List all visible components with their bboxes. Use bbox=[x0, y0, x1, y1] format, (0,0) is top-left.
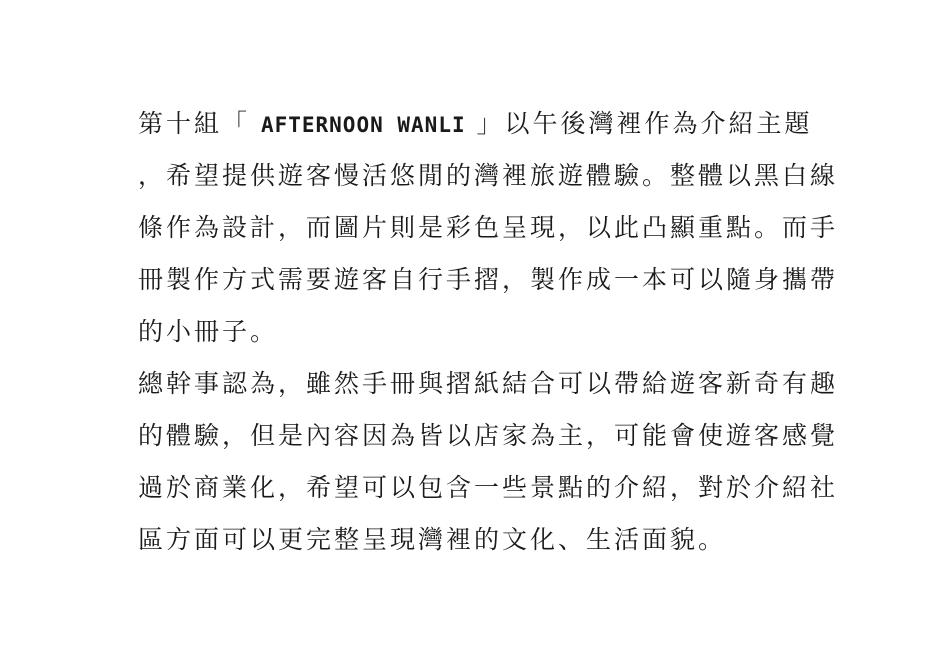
paragraph-2-line-3: 過於商業化，希望可以包含一些景點的介紹，對於介紹社 bbox=[138, 473, 839, 502]
line-text: 」以午後灣裡作為介紹主題 bbox=[465, 109, 813, 138]
line-text: 第十組「 bbox=[138, 109, 261, 138]
paragraph-2-line-1: 總幹事認為，雖然手冊與摺紙結合可以帶給遊客新奇有趣 bbox=[138, 369, 839, 398]
document-body bbox=[138, 102, 838, 570]
paragraph-2-line-4: 區方面可以更完整呈現灣裡的文化、生活面貌。 bbox=[138, 525, 727, 554]
paragraph-1-line-5: 的小冊子。 bbox=[138, 317, 279, 346]
paragraph-1-line-1 bbox=[138, 102, 838, 154]
paragraph-1-line-2: ，希望提供遊客慢活悠閒的灣裡旅遊體驗。整體以黑白線 bbox=[138, 161, 839, 190]
paragraph-1-line-3: 條作為設計，而圖片則是彩色呈現，以此凸顯重點。而手 bbox=[138, 213, 839, 242]
project-title: AFTERNOON WANLI bbox=[260, 113, 466, 137]
paragraph-1-line-4: 冊製作方式需要遊客自行手摺，製作成一本可以隨身攜帶 bbox=[138, 265, 839, 294]
paragraph-2-line-2: 的體驗，但是內容因為皆以店家為主，可能會使遊客感覺 bbox=[138, 421, 839, 450]
